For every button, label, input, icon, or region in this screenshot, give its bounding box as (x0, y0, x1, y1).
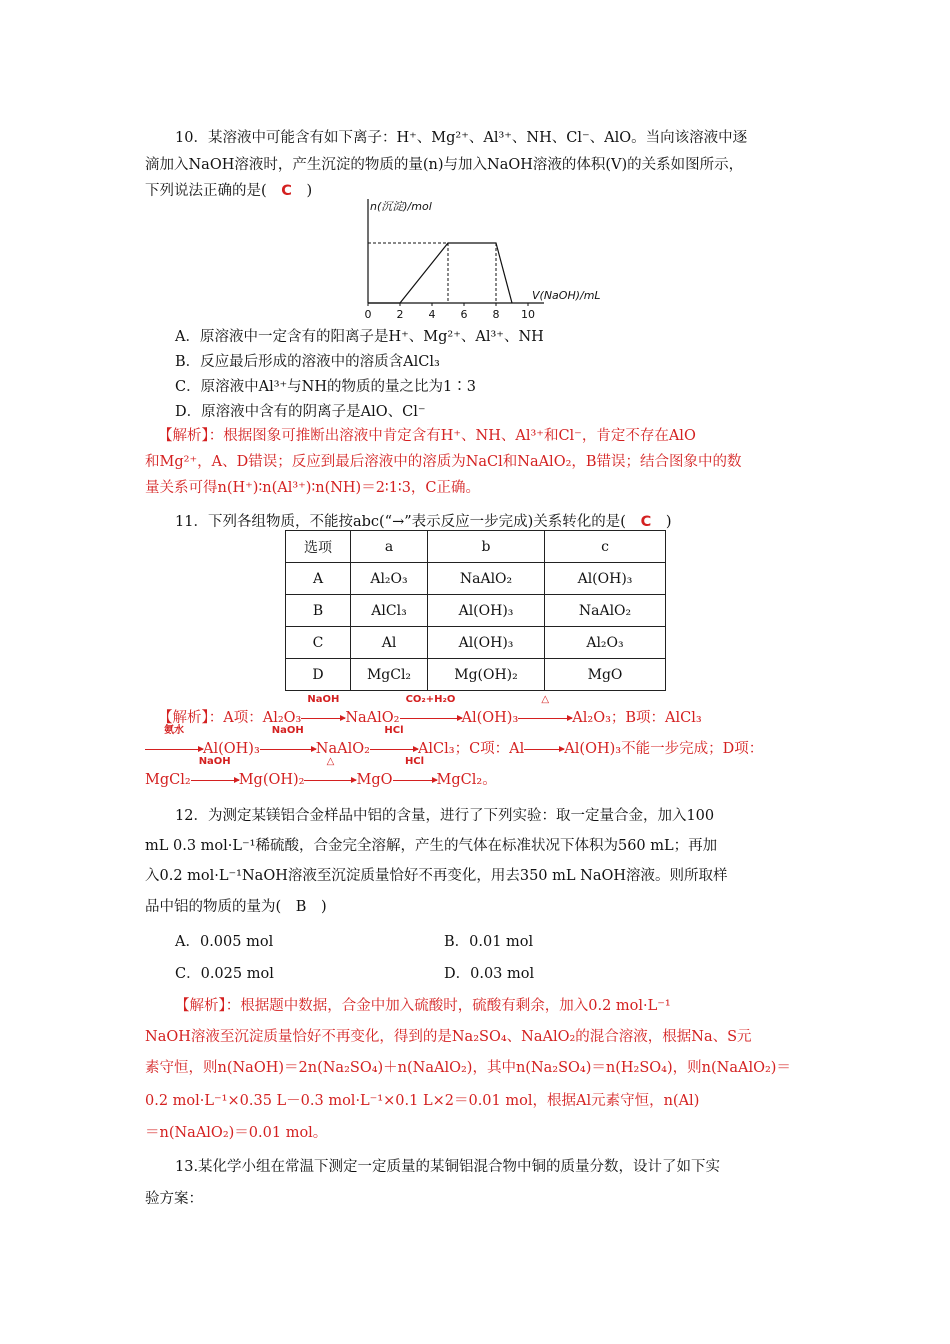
x-tick-label: 0 (364, 308, 372, 321)
reaction-arrow (400, 694, 462, 728)
reaction-arrow (145, 725, 203, 759)
table-row (286, 627, 666, 659)
q10-question-stem: 下列说法正确的是( (145, 183, 267, 199)
reaction-species: Al(OH)₃不能一步完成；D项： (564, 741, 764, 757)
table-cell: AlCl₃ (351, 595, 428, 627)
reaction-arrow (301, 694, 345, 728)
table-cell: C (286, 627, 351, 659)
q12-option-b: B．0.01 mol (444, 934, 534, 950)
q11-answer: C (640, 514, 652, 530)
reaction-species: Al₂O₃；B项：AlCl₃ (572, 710, 702, 726)
reaction-arrow (524, 739, 564, 759)
reaction-species: Al(OH)₃ (203, 741, 260, 757)
q11-line (175, 512, 672, 532)
q10-option-d: D．原溶液中含有的阴离子是AlO、Cl⁻ (175, 404, 426, 420)
table-row (286, 563, 666, 595)
q10-analysis-line-1: 【解析】：根据图象可推断出溶液中肯定含有H⁺、NH、Al³⁺和Cl⁻，肯定不存在AlO (158, 428, 696, 444)
q13-line-1: 13.某化学小组在常温下测定一定质量的某铜铝混合物中铜的质量分数，设计了如下实 (175, 1159, 721, 1175)
table-cell: Al₂O₃ (545, 627, 666, 659)
table-header-cell: a (351, 531, 428, 563)
table-cell: Al₂O₃ (351, 563, 428, 595)
table-cell: B (286, 595, 351, 627)
q12-line-3: 入0.2 mol·L⁻¹NaOH溶液至沉淀质量恰好不再变化，用去350 mL NaOH溶液。则所取样 (145, 868, 728, 884)
q12-analysis-line-5: ＝n(NaAlO₂)＝0.01 mol。 (145, 1125, 328, 1141)
table-row (286, 595, 666, 627)
q10-line-2: 滴加入NaOH溶液时，产生沉淀的物质的量(n)与加入NaOH溶液的体积(V)的关系如图所示， (145, 157, 744, 173)
q12-analysis-line-3: 素守恒，则n(NaOH)＝2n(Na₂SO₄)＋n(NaAlO₂)，其中n(Na₂SO₄)＝n(H₂SO₄)，则n(NaAlO₂)＝ (145, 1060, 791, 1076)
q10-line-1: 10．某溶液中可能含有如下离子：H⁺、Mg²⁺、Al³⁺、NH、Cl⁻、AlO。当向该溶液中逐 (175, 130, 748, 146)
table-cell: Al(OH)₃ (428, 627, 545, 659)
arrow-reagent: NaOH (198, 756, 231, 767)
q11-bracket-close: ) (665, 514, 672, 530)
table-cell: Al(OH)₃ (428, 595, 545, 627)
reaction-species: AlCl₃；C项：Al (417, 741, 525, 757)
table-header-cell: 选项 (286, 531, 351, 563)
q12-line-4 (145, 897, 327, 917)
reaction-species: Mg(OH)₂ (238, 772, 305, 788)
table-cell: MgO (545, 659, 666, 691)
q12-line-1: 12．为测定某镁铝合金样品中铝的含量，进行了下列实验：取一定量合金，加入100 (175, 808, 715, 824)
q13-line-2: 验方案： (145, 1191, 203, 1207)
q11-analysis-line-2 (145, 725, 764, 759)
reaction-species: NaAlO₂ (315, 741, 370, 757)
heat-symbol: △ (326, 756, 335, 767)
q11-analysis-line-1 (158, 694, 702, 728)
q12-analysis-line-2: NaOH溶液至沉淀质量恰好不再变化，得到的是Na₂SO₄、NaAlO₂的混合溶液，根据Na、S元 (145, 1029, 752, 1045)
q10-option-b: B．反应最后形成的溶液中的溶质含AlCl₃ (175, 354, 440, 370)
q12-bracket-close: ) (321, 899, 327, 915)
x-tick-label: 2 (396, 308, 404, 321)
q11-question-stem: 11．下列各组物质，不能按abc(“→”表示反应一步完成)关系转化的是( (175, 514, 626, 530)
q12-question-stem: 品中铝的物质的量为( (145, 899, 282, 915)
reaction-arrow (393, 756, 437, 790)
table-cell: Al(OH)₃ (545, 563, 666, 595)
precipitate-chart (350, 193, 650, 323)
arrow-reagent: 氨水 (164, 725, 184, 736)
q10-option-a: A．原溶液中一定含有的阳离子是H⁺、Mg²⁺、Al³⁺、NH (175, 329, 544, 345)
x-tick-label: 6 (460, 308, 468, 321)
q12-option-d: D．0.03 mol (444, 966, 535, 982)
x-tick-label: 4 (428, 308, 436, 321)
arrow-reagent: NaOH (307, 694, 340, 705)
y-axis-label: n(沉淀)/mol (370, 200, 432, 213)
x-tick-label: 10 (521, 308, 535, 321)
q12-analysis-line-4: 0.2 mol·L⁻¹×0.35 L－0.3 mol·L⁻¹×0.1 L×2＝0.01 mol，根据Al元素守恒，n(Al) (145, 1093, 700, 1109)
reaction-arrow (304, 756, 356, 790)
q12-line-2: mL 0.3 mol·L⁻¹稀硫酸，合金完全溶解，产生的气体在标准状况下体积为560 mL；再加 (145, 838, 718, 854)
q12-option-c: C．0.025 mol (175, 966, 274, 982)
q10-option-c: C．原溶液中Al³⁺与NH的物质的量之比为1∶3 (175, 379, 476, 395)
table-cell: A (286, 563, 351, 595)
q10-bracket-close: ) (306, 183, 313, 199)
arrow-reagent: NaOH (271, 725, 304, 736)
reaction-arrow (518, 694, 572, 728)
reaction-species: MgCl₂。 (436, 772, 497, 788)
q10-analysis-line-2: 和Mg²⁺，A、D错误；反应到最后溶液中的溶质为NaCl和NaAlO₂，B错误；结合图象中的数 (145, 454, 742, 470)
x-tick-label: 8 (492, 308, 500, 321)
table-header-cell: c (545, 531, 666, 563)
heat-symbol: △ (541, 694, 550, 705)
table-cell: Mg(OH)₂ (428, 659, 545, 691)
q10-answer: C (281, 183, 292, 199)
arrow-reagent: HCl (384, 725, 404, 736)
table-cell: NaAlO₂ (545, 595, 666, 627)
reaction-arrow (260, 725, 316, 759)
x-axis-label: V(NaOH)/mL (532, 289, 601, 302)
series-line (368, 243, 512, 303)
reaction-species: MgO (356, 772, 393, 788)
reaction-arrow (191, 756, 239, 790)
table-header-cell: b (428, 531, 545, 563)
q10-analysis-line-3: 量关系可得n(H⁺)∶n(Al³⁺)∶n(NH)＝2∶1∶3，C正确。 (145, 480, 481, 496)
reaction-species: Al(OH)₃ (461, 710, 519, 726)
table-cell: MgCl₂ (351, 659, 428, 691)
table-row (286, 659, 666, 691)
q10-line-3 (145, 181, 312, 201)
q11-analysis-label: 【解析】：A项：Al₂O₃ (158, 710, 302, 726)
q11-analysis-line-3 (145, 756, 497, 790)
table-cell: Al (351, 627, 428, 659)
reaction-species: MgCl₂ (145, 772, 191, 788)
q12-option-a: A．0.005 mol (175, 934, 274, 950)
arrow-reagent: CO₂+H₂O (405, 694, 456, 705)
q12-answer: B (295, 899, 307, 915)
reaction-species: NaAlO₂ (345, 710, 400, 726)
q11-options-table (285, 530, 666, 691)
table-cell: NaAlO₂ (428, 563, 545, 595)
table-header-row (286, 531, 666, 563)
table-cell: D (286, 659, 351, 691)
q12-analysis-line-1: 【解析】：根据题中数据，合金中加入硫酸时，硫酸有剩余，加入0.2 mol·L⁻¹ (175, 998, 671, 1014)
arrow-reagent: HCl (404, 756, 425, 767)
